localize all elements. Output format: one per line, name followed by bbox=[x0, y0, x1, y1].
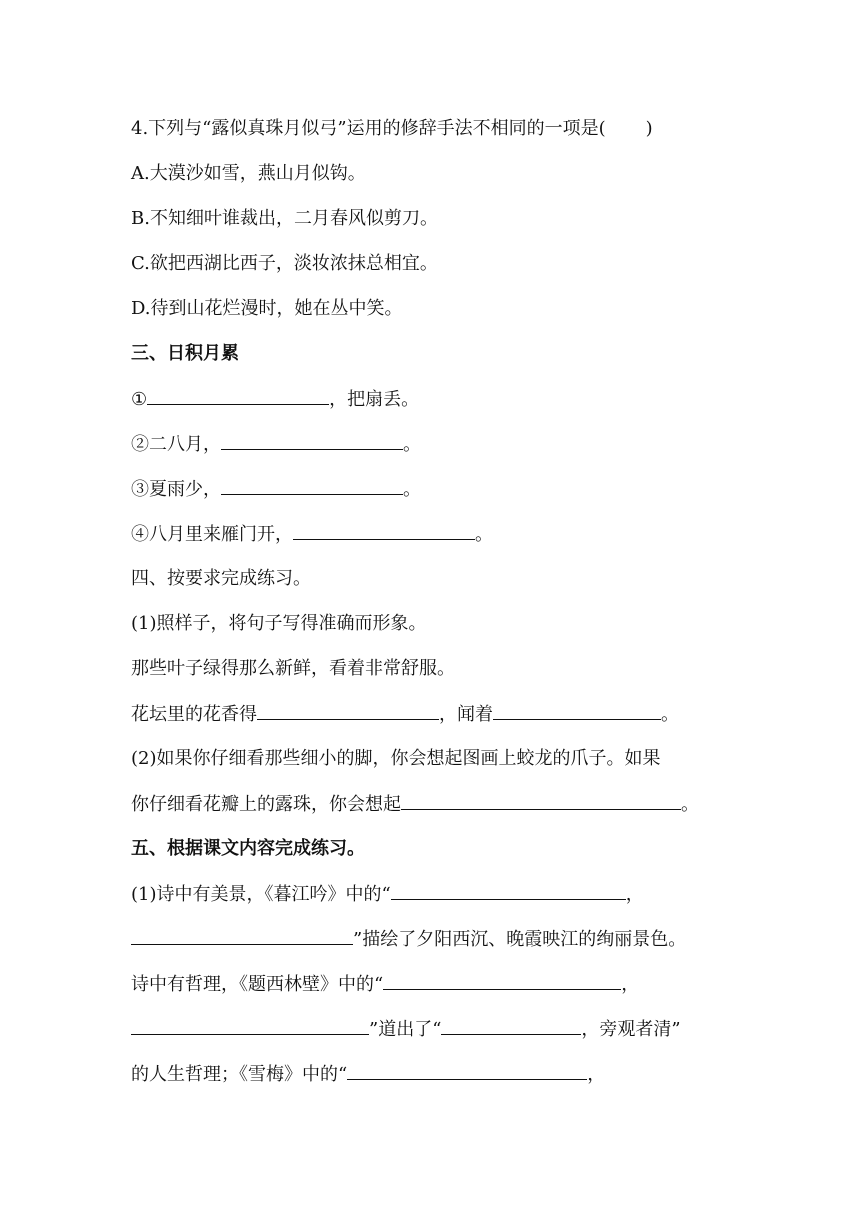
fill-item-4 bbox=[131, 522, 493, 547]
fill-blank[interactable] bbox=[147, 387, 329, 405]
question-4-text: 4.下列与“露似真珠月似弓”运用的修辞手法不相同的一项是( bbox=[131, 118, 606, 139]
line-3-suffix: ， bbox=[621, 974, 640, 995]
line-4-suffix: ，旁观者清” bbox=[581, 1019, 681, 1040]
fill-blank[interactable] bbox=[131, 1017, 369, 1035]
fill-item-4-prefix: ④八月里来雁门开， bbox=[131, 524, 293, 545]
fill-blank[interactable] bbox=[441, 1017, 581, 1035]
section-5-line-1 bbox=[131, 882, 644, 907]
section-4-question-2-line-1: (2)如果你仔细看那些细小的脚，你会想起图画上蛟龙的爪子。如果 bbox=[131, 748, 661, 769]
option-c: C.欲把西湖比西子，淡妆浓抹总相宜。 bbox=[131, 253, 438, 274]
fill-blank[interactable] bbox=[257, 702, 439, 720]
fill-blank[interactable] bbox=[131, 927, 353, 945]
fill-blank[interactable] bbox=[391, 882, 626, 900]
question-2-suffix: 。 bbox=[681, 794, 699, 815]
section-4-question-2-line-2 bbox=[131, 792, 699, 817]
line-4-middle: ”道出了“ bbox=[369, 1019, 442, 1040]
question-2-prefix: 你仔细看花瓣上的露珠，你会想起 bbox=[131, 794, 401, 815]
fill-item-1-prefix: ① bbox=[131, 389, 148, 410]
fill-blank[interactable] bbox=[221, 477, 403, 495]
section-5-line-3 bbox=[131, 972, 639, 997]
fill-item-1 bbox=[131, 387, 419, 412]
fill-item-2 bbox=[131, 432, 421, 457]
fill-item-2-suffix: 。 bbox=[403, 434, 421, 455]
option-d: D.待到山花烂漫时，她在丛中笑。 bbox=[131, 298, 403, 319]
fill-item-3 bbox=[131, 477, 421, 502]
question-4-stem bbox=[131, 117, 653, 141]
section-4-question-1: (1)照样子，将句子写得准确而形象。 bbox=[131, 613, 427, 634]
imitation-prefix: 花坛里的花香得 bbox=[131, 704, 257, 725]
fill-blank[interactable] bbox=[347, 1062, 587, 1080]
line-2-suffix: ”描绘了夕阳西沉、晚霞映江的绚丽景色。 bbox=[353, 929, 687, 950]
fill-blank[interactable] bbox=[401, 792, 681, 810]
imitation-middle: ，闻着 bbox=[439, 704, 493, 725]
fill-item-2-prefix: ②二八月， bbox=[131, 434, 221, 455]
fill-item-3-prefix: ③夏雨少， bbox=[131, 479, 221, 500]
fill-blank[interactable] bbox=[293, 522, 475, 540]
line-5-suffix: ， bbox=[587, 1064, 606, 1085]
option-a: A.大漠沙如雪，燕山月似钩。 bbox=[131, 163, 366, 184]
fill-item-4-suffix: 。 bbox=[475, 524, 493, 545]
line-1-prefix: (1)诗中有美景，《暮江吟》中的“ bbox=[131, 884, 391, 905]
imitation-sentence bbox=[131, 702, 679, 727]
fill-blank[interactable] bbox=[383, 972, 621, 990]
section-4-title: 四、按要求完成练习。 bbox=[131, 568, 311, 589]
section-5-line-4 bbox=[131, 1017, 681, 1042]
line-3-prefix: 诗中有哲理，《题西林壁》中的“ bbox=[131, 974, 384, 995]
fill-blank[interactable] bbox=[493, 702, 661, 720]
section-3-title: 三、日积月累 bbox=[131, 343, 239, 364]
imitation-suffix: 。 bbox=[661, 704, 679, 725]
section-5-title: 五、根据课文内容完成练习。 bbox=[131, 838, 365, 859]
fill-item-1-suffix: ，把扇丢。 bbox=[329, 389, 420, 410]
section-5-line-5 bbox=[131, 1062, 605, 1087]
example-sentence: 那些叶子绿得那么新鲜，看着非常舒服。 bbox=[131, 658, 455, 679]
fill-blank[interactable] bbox=[221, 432, 403, 450]
question-4-close-paren: ) bbox=[645, 118, 653, 139]
line-1-suffix: ， bbox=[625, 884, 644, 905]
fill-item-3-suffix: 。 bbox=[403, 479, 421, 500]
option-b: B.不知细叶谁裁出，二月春风似剪刀。 bbox=[131, 208, 438, 229]
line-5-prefix: 的人生哲理；《雪梅》中的“ bbox=[131, 1064, 348, 1085]
section-5-line-2 bbox=[131, 927, 686, 952]
